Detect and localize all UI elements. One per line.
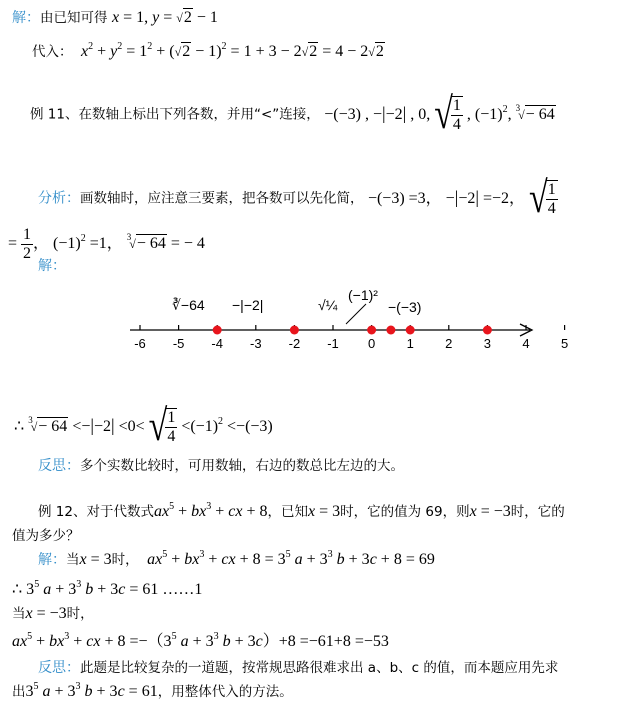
example12-title: 例 12、对于代数式$ax^5 + bx^3$ + cx + 8，已知x = 3时，它的值为 69，则x = −3时，它的 — [38, 501, 565, 520]
solution-label: 解： — [12, 10, 40, 26]
example11-title — [30, 90, 556, 139]
label-neg1-squared: (−1)² — [348, 287, 378, 303]
pointer-arrow — [346, 304, 366, 324]
tick-label: 5 — [560, 336, 569, 351]
example11-solution-label — [38, 256, 66, 276]
example12-sol-line4: $ax^5 + bx^3$ + cx + $8 =-(3^5$ $a + 3^3$ b + 3c）+8 =−61+8 =−53 — [12, 631, 389, 650]
number-point — [483, 326, 492, 335]
solution1-math: x = 1, y = √2 − 1 — [111, 9, 218, 26]
tick-label: -6 — [134, 336, 146, 351]
number-point — [290, 326, 299, 335]
analysis-simplified-a: −(−3) =3， −|−2| =−2， √ $\frac{1}{4}$ — [367, 174, 556, 223]
tick-label: 2 — [445, 336, 453, 351]
example12-reflection-cont: 出$3^5$ $a + 3^3$ b + 3c = 61，用整体代入的方法。 — [12, 681, 293, 700]
example11-reflection — [38, 456, 404, 476]
axis-ticks — [134, 325, 568, 351]
number-line — [120, 282, 569, 362]
label-neg-neg3: −(−3) — [388, 299, 422, 315]
solution1-line1 — [12, 8, 218, 28]
tick-label: 4 — [522, 336, 530, 351]
tick-label: -4 — [211, 336, 223, 351]
analysis-label: 分析： — [38, 190, 80, 207]
solution1-line2 — [32, 42, 385, 62]
point-labels — [172, 287, 421, 315]
example12-reflection: 反思：此题是比较复杂的一道题，按常规思路很难求出 a、b、c 的值，而本题应用先求 — [38, 660, 559, 676]
analysis-text: 画数轴时，应注意三要素，把各数可以先化简， — [80, 190, 364, 207]
number-point — [406, 326, 415, 335]
label-neg-abs-neg2: −|−2| — [232, 297, 264, 313]
example12-sol-line2: ∴ $3^5$ $a + 3^3$ b + 3c = 61 ……1 — [12, 579, 203, 598]
analysis-continued: = $\frac{1}{2}$ ， $(-1)^2 =1$， $^3$√− 64 = − 4 — [8, 226, 205, 262]
solution1-equation: $x^2 + y^2 = 1^2 + (√2 - 1)^2 = 1 + 3 - 2√2 = 4 - 2√2$ — [80, 41, 384, 60]
example11-prompt: 例 11、在数轴上标出下列各数，并用“<”连接， — [30, 106, 320, 123]
solution1-text: 由已知可得 — [40, 10, 108, 26]
reflection-label-2: 反思： — [38, 660, 80, 676]
example11-analysis — [38, 174, 558, 223]
reflection-text: 多个实数比较时，可用数轴，右边的数总比左边的大。 — [80, 458, 404, 474]
tick-label: 1 — [406, 336, 414, 351]
number-point — [213, 326, 222, 335]
tick-label: -2 — [288, 336, 301, 351]
tick-label: -3 — [250, 336, 262, 351]
number-point — [367, 326, 376, 335]
label-cbrt-neg64: ∛−64 — [172, 297, 205, 313]
tick-label: 0 — [367, 336, 376, 351]
tick-label: -5 — [172, 336, 185, 351]
number-point — [386, 326, 395, 335]
solution-label-2: 解： — [38, 258, 66, 274]
label-sqrt-quarter: √¼ — [318, 297, 338, 313]
solution-label-3: 解： — [38, 552, 66, 568]
example11-items: −(−3) , −|−2| , 0, √ $\frac{1}{4}$ , $(-1)^2$, $^3$√− 64 — [324, 90, 555, 139]
example12-sol-line1: 解：当x = 3时， $ax^5 + bx^3$ + cx + $8 = 3^5$ $a + 3^3$ b + 3c + 8 = 69 — [38, 549, 435, 568]
tick-label: 3 — [483, 336, 492, 351]
example12-sol-line3: 当x = −3时， — [12, 605, 94, 622]
reflection-label: 反思： — [38, 458, 80, 474]
tick-label: -1 — [327, 336, 339, 351]
substitute-label: 代入： — [32, 44, 73, 60]
example11-ordering: ∴ $^3$√− 64 <−|−2| <0< √ $\frac{1}{4}$ $<(-1)^2 <-(-3)$ — [14, 402, 273, 451]
example12-title-cont: 值为多少？ — [12, 528, 80, 544]
